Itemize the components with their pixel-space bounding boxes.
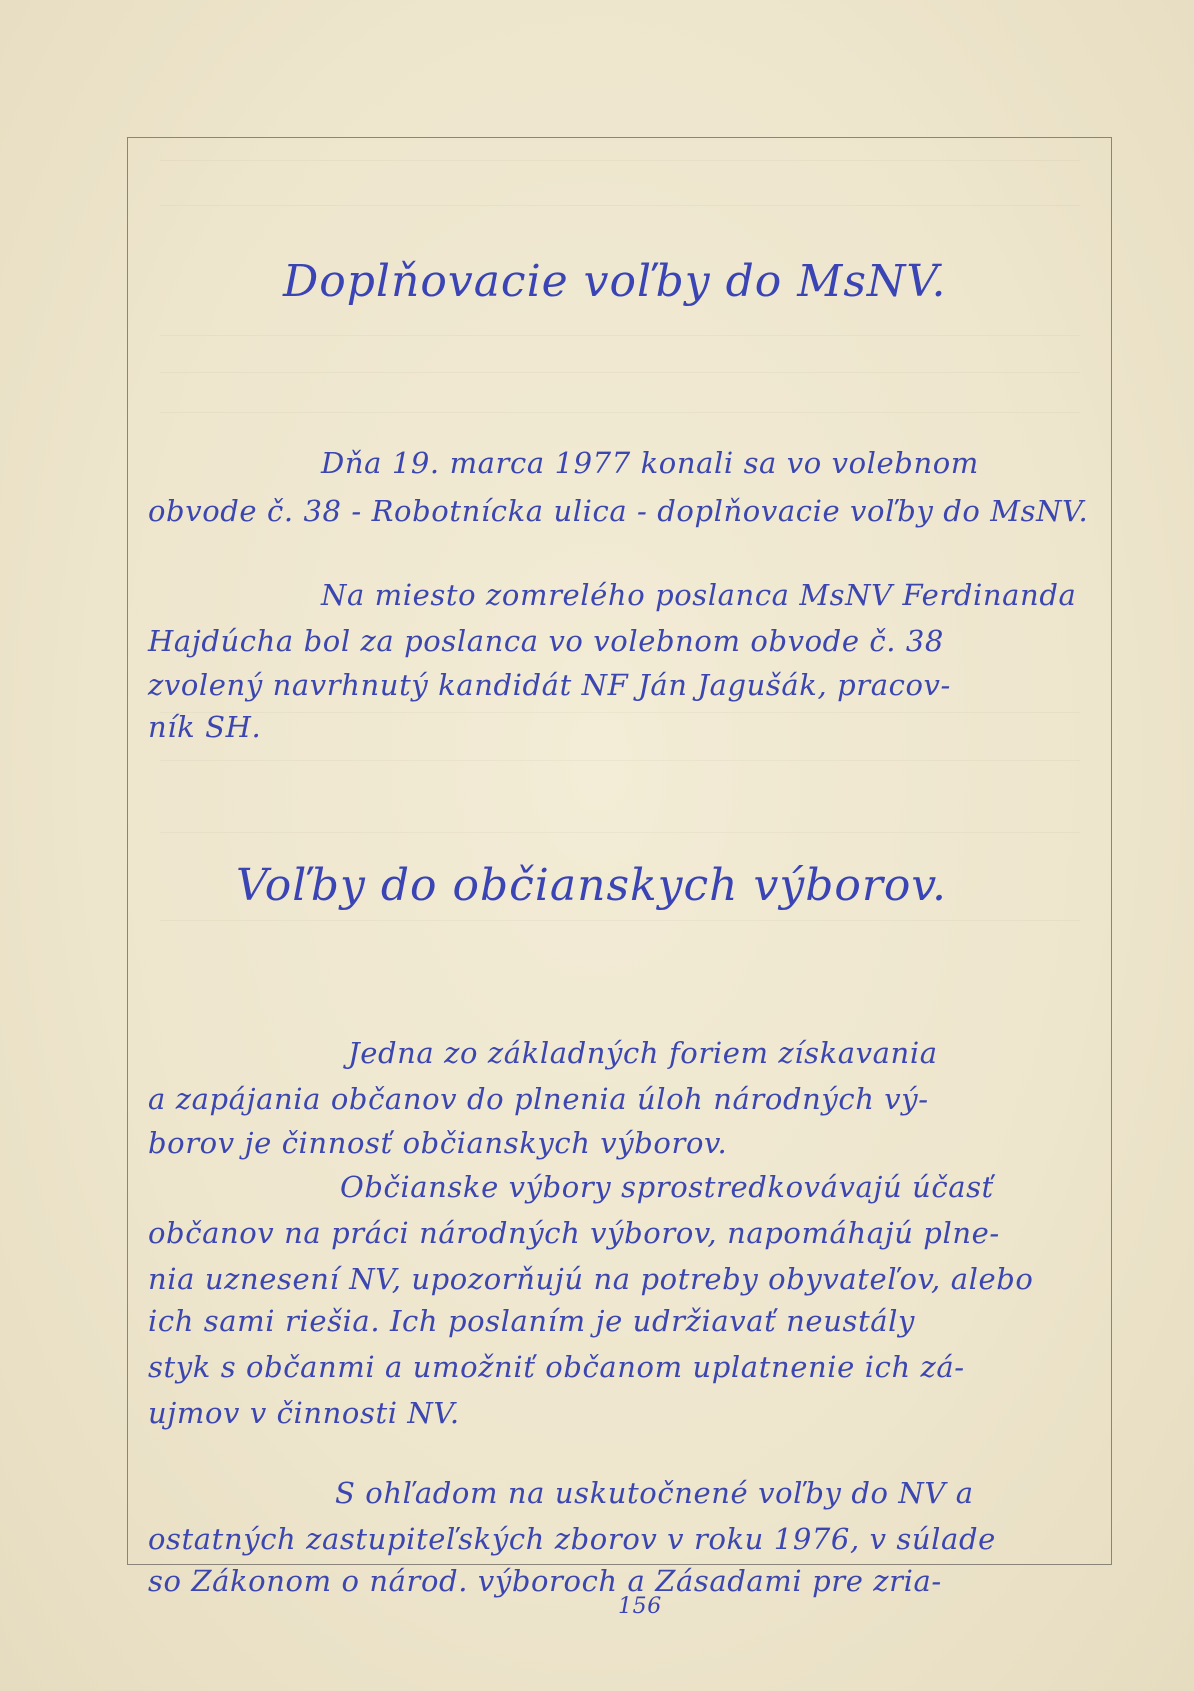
paragraph-5-line-2: ostatných zastupiteľských zborov v roku 1976, v súlade: [148, 1522, 996, 1556]
paragraph-4-line-2: občanov na práci národných výborov, napomáhajú plne-: [148, 1216, 1000, 1250]
paragraph-5-line-3: so Zákonom o národ. výboroch a Zásadami pre zria-: [148, 1564, 942, 1598]
paragraph-4-line-6: ujmov v činnosti NV.: [148, 1396, 460, 1430]
paragraph-3-line-1: Jedna zo základných foriem získavania: [348, 1036, 938, 1070]
paragraph-1-line-2: obvode č. 38 - Robotnícka ulica - doplňovacie voľby do MsNV.: [148, 494, 1089, 528]
paragraph-2-line-1: Na miesto zomrelého poslanca MsNV Ferdinanda: [321, 578, 1077, 612]
paragraph-2-line-3: zvolený navrhnutý kandidát NF Ján Jagušák, pracov-: [148, 668, 951, 702]
paragraph-3-line-2: a zapájania občanov do plnenia úloh národných vý-: [148, 1082, 929, 1116]
heading-doplnovacie-volby: Doplňovacie voľby do MsNV.: [283, 256, 947, 307]
paragraph-3-line-3: borov je činnosť občianskych výborov.: [148, 1126, 728, 1160]
paragraph-4-line-4: ich sami riešia. Ich poslaním je udržiavať neustály: [148, 1304, 915, 1338]
paragraph-2-line-4: ník SH.: [148, 710, 262, 744]
page-number: 156: [618, 1594, 662, 1619]
paragraph-4-line-5: styk s občanmi a umožniť občanom uplatnenie ich zá-: [148, 1350, 965, 1384]
paragraph-2-line-2: Hajdúcha bol za poslanca vo volebnom obvode č. 38: [148, 624, 944, 658]
heading-volby-obcianske-vybory: Voľby do občianskych výborov.: [236, 860, 948, 911]
paragraph-1-line-1: Dňa 19. marca 1977 konali sa vo volebnom: [321, 446, 979, 480]
paragraph-5-line-1: S ohľadom na uskutočnené voľby do NV a: [335, 1476, 974, 1510]
paragraph-4-line-3: nia uznesení NV, upozorňujú na potreby obyvateľov, alebo: [148, 1262, 1034, 1296]
paragraph-4-line-1: Občianske výbory sprostredkovávajú účasť: [340, 1170, 994, 1204]
